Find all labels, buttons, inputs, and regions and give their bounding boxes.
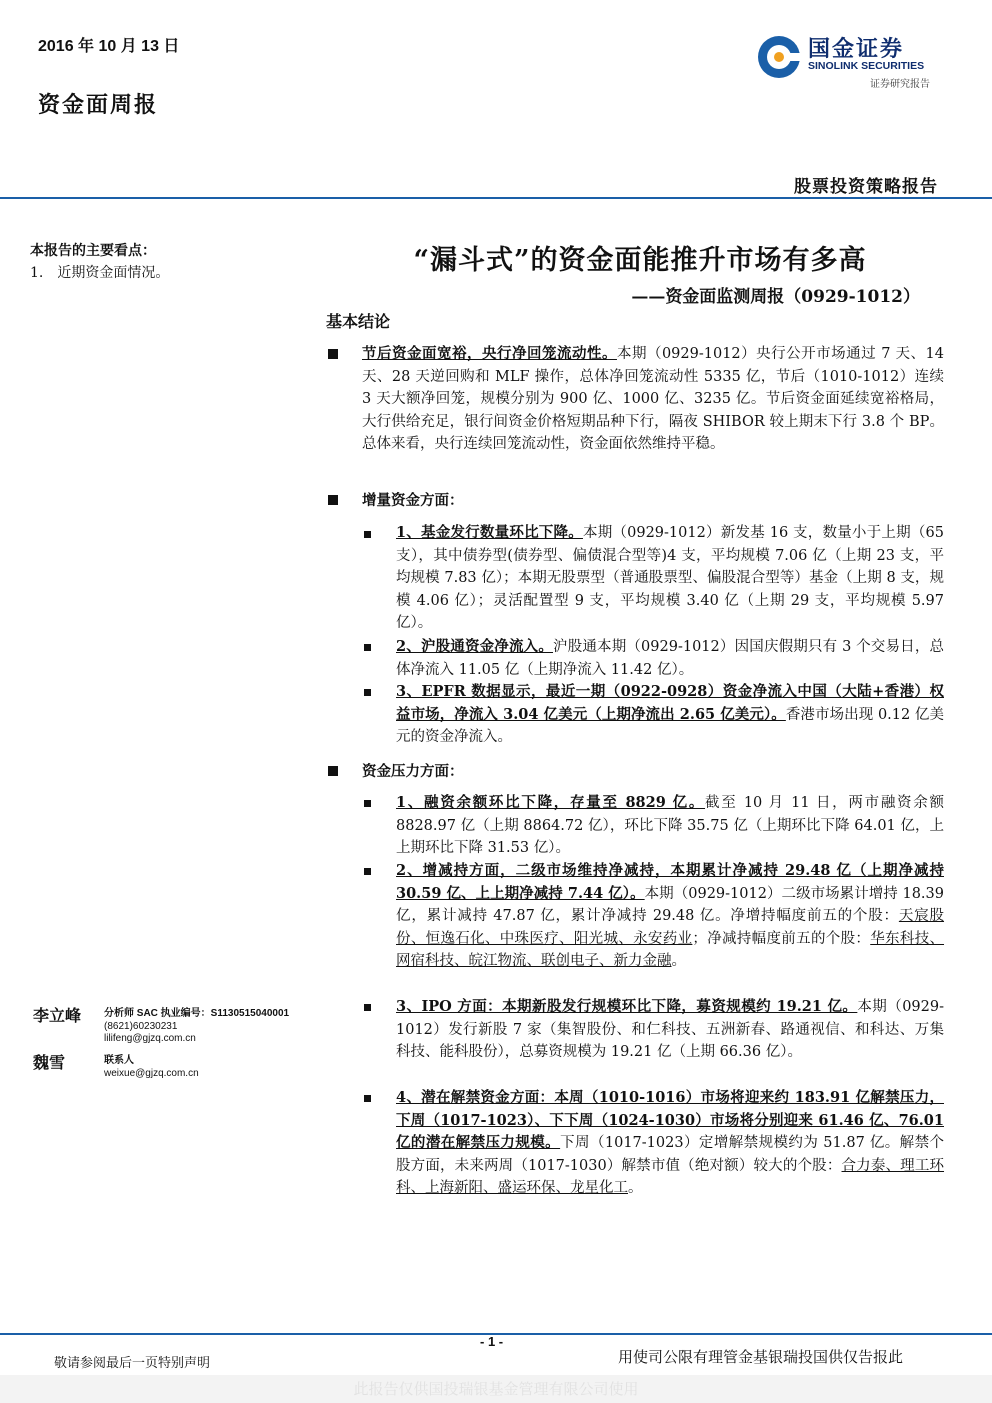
pressure-item-4 — [396, 1087, 944, 1200]
sub-bullet-icon — [364, 868, 371, 875]
incremental-item-1-heading: 1、基金发行数量环比下降。 — [396, 524, 583, 541]
pressure-item-1-body: 截至 10 月 11 日，两市融资余额 8828.97 亿（上期 8864.72 亿），环比下降 35.75 亿（上期环比下降 64.01 亿，上上期环比下降 31.53 亿）。 — [396, 795, 944, 856]
sub-bullet-icon — [364, 644, 371, 651]
pressure-item-2-heading: 2、增减持方面，二级市场维持净减持，本期累计净减持 29.48 亿（上期净减持 30.59 亿、上上期净减持 7.44 亿）。 — [396, 862, 944, 902]
pressure-item-4-end: 。 — [628, 1180, 643, 1196]
pressure-item-2-end: 。 — [671, 953, 686, 969]
header-divider — [0, 197, 992, 199]
bullet-icon — [328, 766, 338, 776]
logo-text-en: SINOLINK SECURITIES — [808, 60, 925, 72]
pressure-item-3-heading: 3、IPO 方面：本期新股发行规模环比下降，募资规模约 19.21 亿。 — [396, 998, 858, 1015]
section-basic-conclusion: 基本结论 — [326, 312, 391, 331]
contact-name: 魏雪 — [33, 1053, 66, 1072]
sub-bullet-icon — [364, 1004, 371, 1011]
company-logo — [756, 30, 946, 90]
incremental-item-1-body: 本期（0929-1012）新发基 16 支，数量小于上期（65 支），其中债券型(债券型、偏债混合型等)4 支，平均规模 7.06 亿（上期 23 支，平均规模 7.83 亿）；本期无股票型（普通股票型、偏股混合型等）基金（上期 8 支，规模 4.06 亿）；灵活配置型 9 支，平均规模 3.40 亿（上期 29 支，平均规模 5.97 亿）。 — [396, 525, 944, 631]
logo-subtitle: 证券研究报告 — [870, 79, 930, 90]
top-increase-stocks: 天宸股份、恒逸石化、中珠医疗、阳光城、永安药业 — [396, 908, 945, 947]
pressure-item-3 — [396, 996, 944, 1064]
conclusion-body: 本期（0929-1012）央行公开市场通过 7 天、14 天、28 天逆回购和 MLF 操作，总体净回笼流动性 5335 亿，节后（1010-1012）连续 3 天大额净回笼，规模分别为 900 亿、1000 亿、3235 亿。节后资金面延续宽裕格局，大行供给充足，银行间资金价格短期品种下行，隔夜 SHIBOR 较上期末下行 3.8 个 BP。总体来看，央行连续回笼流动性，资金面依然维持平稳。 — [362, 346, 944, 452]
pressure-item-4-heading: 4、潜在解禁资金方面：本周（1010-1016）市场将迎来约 183.91 亿解禁压力，下周（1017-1023）、下下周（1024-1030）市场将分别迎来 61.46 亿、76.01 亿的潜在解禁压力规模。 — [396, 1089, 944, 1151]
bullet-icon — [328, 495, 338, 505]
highlights-item: 1. 近期资金面情况。 — [30, 265, 170, 281]
watermark: 此报告仅供国投瑞银基金管理有限公司使用 — [0, 1375, 992, 1403]
analyst-email[interactable]: lilifeng@gjzq.com.cn — [104, 1033, 196, 1044]
conclusion-heading: 节后资金面宽裕，央行净回笼流动性。 — [362, 345, 617, 362]
logo-emblem-icon — [756, 34, 802, 80]
analyst-name: 李立峰 — [33, 1006, 82, 1025]
incremental-item-2-body: 沪股通本期（0929-1012）因国庆假期只有 3 个交易日，总体净流入 11.05 亿（上期净流入 11.42 亿）。 — [396, 639, 944, 678]
report-series: 资金面周报 — [38, 92, 159, 118]
bullet-icon — [328, 349, 338, 359]
footer-usage-note: 用使司公限有理管金基银瑞投国供仅告报此 — [618, 1348, 904, 1366]
contact-info — [104, 1055, 199, 1080]
analyst-sac-number: 分析师 SAC 执业编号：S1130515040001 — [104, 1008, 290, 1019]
contact-role: 联系人 — [104, 1055, 134, 1066]
incremental-item-2-heading: 2、沪股通资金净流入。 — [396, 638, 554, 655]
page-number: - 1 - — [480, 1334, 504, 1349]
report-type: 股票投资策略报告 — [794, 177, 938, 197]
section-incremental-funds: 增量资金方面： — [362, 492, 464, 509]
highlights-title: 本报告的主要看点： — [30, 243, 156, 259]
report-subtitle: ——资金面监测周报（0929-1012） — [631, 287, 920, 307]
report-date: 2016 年 10 月 13 日 — [38, 38, 180, 55]
sub-bullet-icon — [364, 689, 371, 696]
pressure-item-3-body: 本期（0929-1012）发行新股 7 家（集智股份、和仁科技、五洲新春、路通视信、和科达、万集科技、能科股份），总募资规模为 19.21 亿（上期 66.36 亿）。 — [396, 999, 944, 1060]
footer-disclaimer: 敬请参阅最后一页特别声明 — [54, 1356, 211, 1371]
contact-email[interactable]: weixue@gjzq.com.cn — [104, 1067, 199, 1079]
incremental-item-3-heading: 3、EPFR 数据显示，最近一期（0922-0928）资金净流入中国（大陆+香港）权益市场，净流入 3.04 亿美元（上期净流出 2.65 亿美元）。 — [396, 683, 944, 723]
sub-bullet-icon — [364, 531, 371, 538]
incremental-item-2 — [396, 636, 944, 681]
pressure-item-4-body: 下周（1017-1023）定增解禁规模约为 51.87 亿。解禁个股方面，未来两周（1017-1030）解禁市值（绝对额）较大的个股： — [396, 1135, 944, 1174]
analyst-contact — [104, 1008, 289, 1046]
logo-text-cn: 国金证券 — [808, 37, 905, 62]
unlock-stocks: 合力泰、理工环科、上海新阳、盛运环保、龙星化工 — [396, 1157, 945, 1196]
top-decrease-stocks: 华东科技、网宿科技、皖江物流、联创电子、新力金融 — [396, 930, 945, 969]
sub-bullet-icon — [364, 800, 371, 807]
pressure-item-2 — [396, 860, 944, 973]
pressure-item-1-heading: 1、融资余额环比下降，存量至 8829 亿。 — [396, 794, 706, 811]
pressure-item-2-mid: ；净减持幅度前五的个股： — [692, 930, 871, 947]
pressure-item-2-body: 本期（0929-1012）二级市场累计增持 18.39 亿，累计减持 47.87 亿，累计净减持 29.48 亿。净增持幅度前五的个股： — [396, 885, 944, 924]
report-title: “漏斗式”的资金面能推升市场有多高 — [413, 245, 867, 276]
analyst-phone: (8621)60230231 — [104, 1020, 178, 1032]
sub-bullet-icon — [364, 1095, 371, 1102]
pressure-item-1 — [396, 792, 944, 860]
incremental-item-1 — [396, 522, 944, 635]
conclusion-paragraph — [362, 343, 944, 456]
section-funding-pressure: 资金压力方面： — [362, 763, 464, 780]
incremental-item-3-body: 香港市场出现 0.12 亿美元的资金净流入。 — [396, 706, 944, 745]
incremental-item-3 — [396, 681, 944, 749]
